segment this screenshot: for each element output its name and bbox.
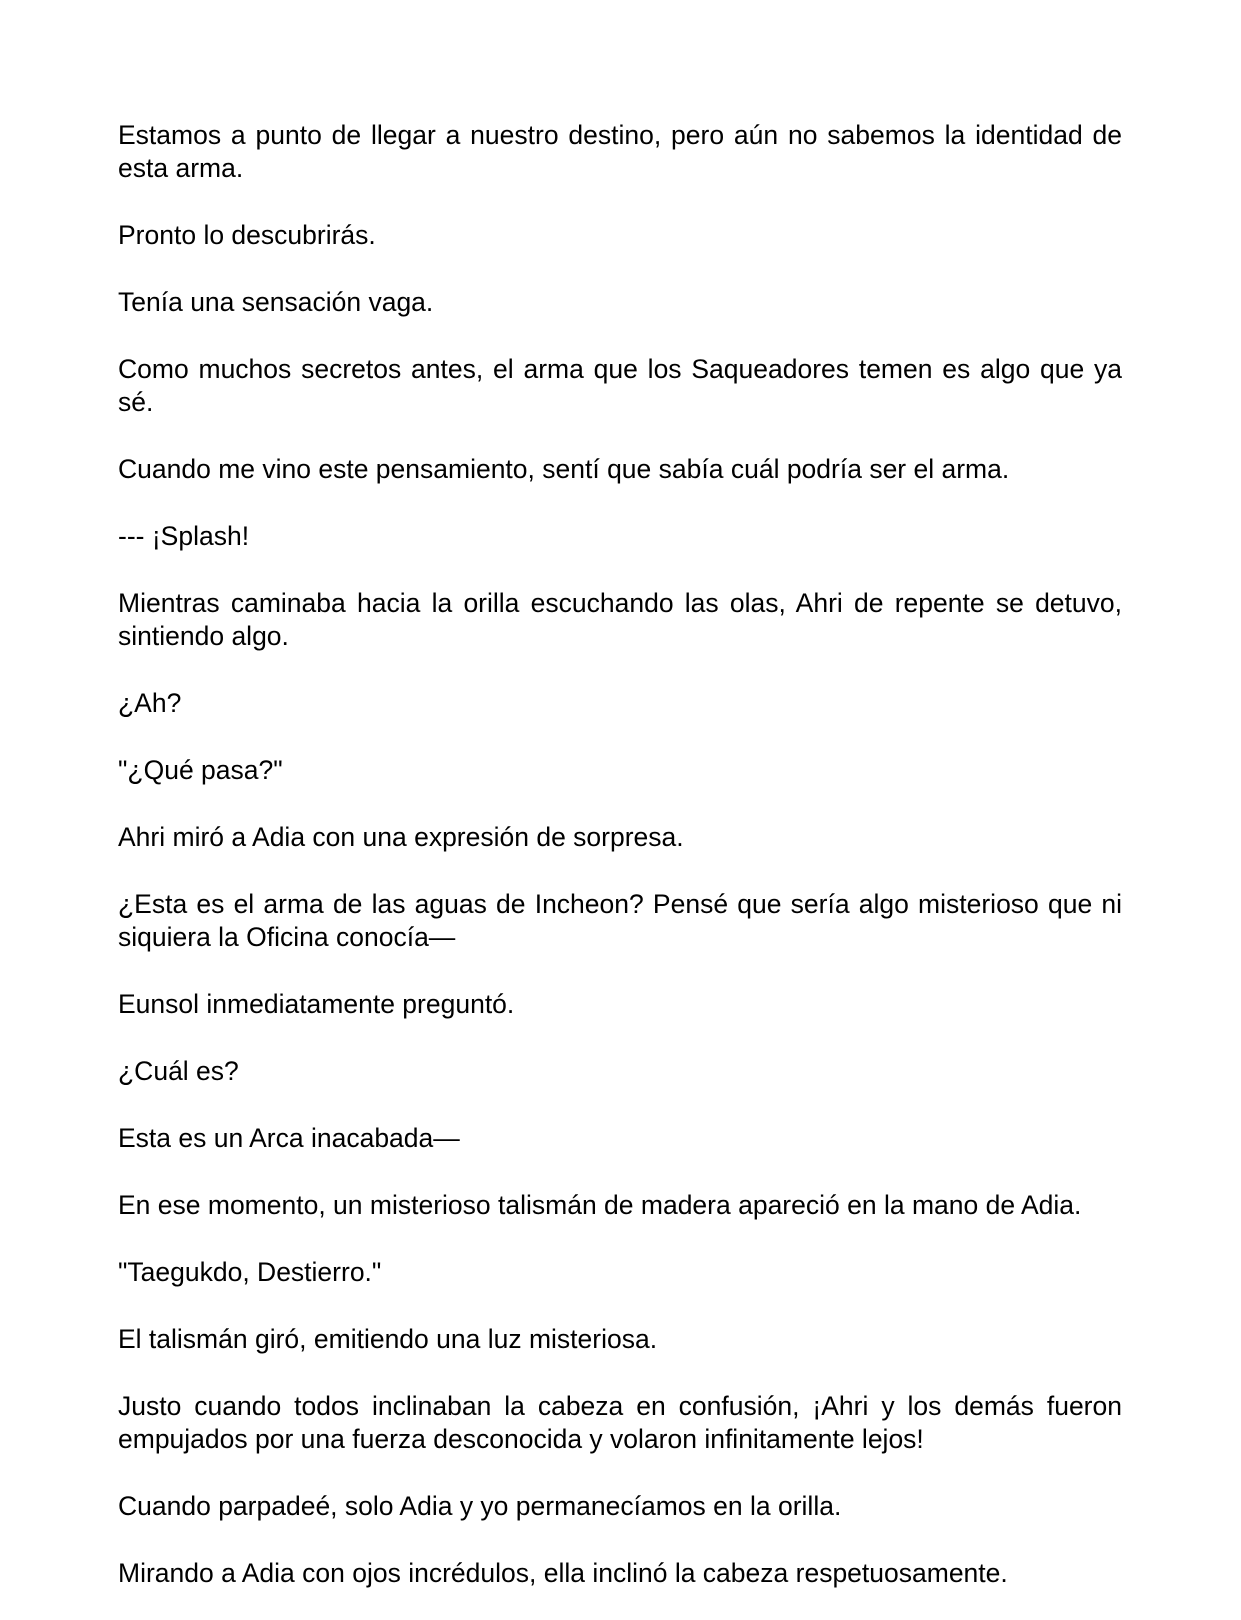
paragraph: ¿Ah? <box>118 688 182 718</box>
paragraph: Cuando me vino este pensamiento, sentí que sabía cuál podría ser el arma. <box>118 454 1010 484</box>
paragraph: En ese momento, un misterioso talismán de madera apareció en la mano de Adia. <box>118 1190 1082 1220</box>
body-text <box>118 119 1122 1620</box>
paragraph: Como muchos secretos antes, el arma que los Saqueadores temen es algo que ya sé. <box>118 354 1122 417</box>
paragraph: Ahri miró a Adia con una expresión de sorpresa. <box>118 822 684 852</box>
paragraph: Tenía una sensación vaga. <box>118 287 434 317</box>
paragraph: Mirando a Adia con ojos incrédulos, ella inclinó la cabeza respetuosamente. <box>118 1558 1008 1588</box>
paragraph: Estamos a punto de llegar a nuestro destino, pero aún no sabemos la identidad de esta arma. <box>118 120 1122 183</box>
paragraph: Cuando parpadeé, solo Adia y yo permanecíamos en la orilla. <box>118 1491 842 1521</box>
paragraph: "¿Qué pasa?" <box>118 755 283 785</box>
paragraph: ¿Cuál es? <box>118 1056 239 1086</box>
paragraph: Justo cuando todos inclinaban la cabeza en confusión, ¡Ahri y los demás fueron empujados por una fuerza desconocida y volaron infinitamente lejos! <box>118 1391 1122 1454</box>
paragraph: El talismán giró, emitiendo una luz misteriosa. <box>118 1324 658 1354</box>
paragraph: --- ¡Splash! <box>118 521 250 551</box>
paragraph: Pronto lo descubrirás. <box>118 220 376 250</box>
paragraph: Eunsol inmediatamente preguntó. <box>118 989 515 1019</box>
paragraph: Mientras caminaba hacia la orilla escuchando las olas, Ahri de repente se detuvo, sintiendo algo. <box>118 588 1122 651</box>
paragraph: ¿Esta es el arma de las aguas de Incheon? Pensé que sería algo misterioso que ni siquiera la Oficina conocía— <box>118 889 1122 952</box>
paragraph: Esta es un Arca inacabada— <box>118 1123 460 1153</box>
paragraph: "Taegukdo, Destierro." <box>118 1257 382 1287</box>
